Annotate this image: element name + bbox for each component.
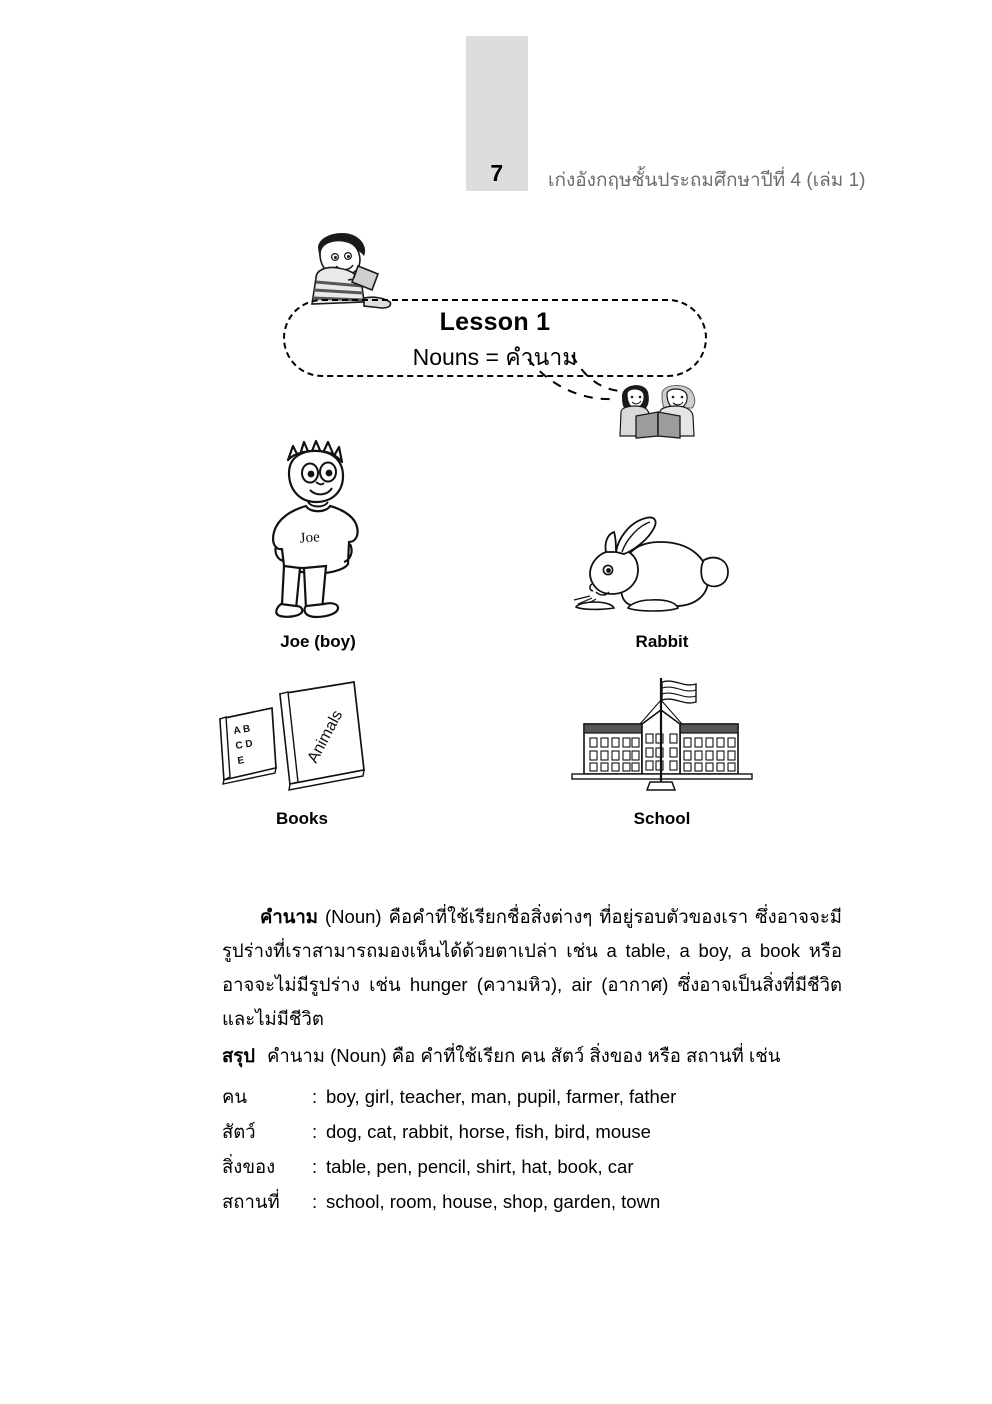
vocabulary-colon: : xyxy=(312,1191,318,1212)
vocabulary-row xyxy=(222,1188,862,1223)
books-illustration xyxy=(212,672,392,792)
book-small-line3: E xyxy=(236,755,246,767)
joe-boy-illustration xyxy=(248,418,388,623)
vocabulary-list xyxy=(222,1083,862,1223)
vocabulary-row xyxy=(222,1153,862,1188)
vocabulary-term: คน xyxy=(222,1086,248,1107)
vocabulary-colon: : xyxy=(312,1121,318,1142)
vocabulary-term: สิ่งของ xyxy=(222,1156,276,1177)
vocabulary-colon: : xyxy=(312,1086,318,1107)
summary-line xyxy=(222,1042,862,1071)
book-small-line2: C D xyxy=(234,738,254,752)
caption-rabbit: Rabbit xyxy=(635,632,689,651)
summary-label: สรุป xyxy=(222,1045,255,1066)
summary-section xyxy=(222,1042,862,1071)
lesson-title: Lesson 1 xyxy=(439,308,551,336)
shirt-text: Joe xyxy=(299,529,321,547)
paragraph-lead-term: คำนาม xyxy=(260,906,318,927)
paragraph-body: (Noun) คือคำที่ใช้เรียกชื่อสิ่งต่างๆ ที่อยู่รอบตัวของเรา ซึ่งอาจจะมีรูปร่างที่เราสามารถมองเห็นได้ด้วยตาเปล่า เช่น a table, a boy, a book หรือ อาจจะไม่มีรูปร่าง เช่น hunger (ความหิว), air (อากาศ) ซึ่งอาจเป็นสิ่งที่มีชีวิตและไม่มีชีวิต xyxy=(222,906,842,1029)
vocabulary-row xyxy=(222,1083,862,1118)
caption-school: School xyxy=(633,809,691,828)
lesson-subtitle: Nouns = คำนาม xyxy=(412,344,578,370)
caption-joe-boy: Joe (boy) xyxy=(280,632,356,651)
summary-text: คำนาม (Noun) คือ คำที่ใช้เรียก คน สัตว์ สิ่งของ หรือ สถานที่ เช่น xyxy=(266,1045,781,1066)
vocabulary-words: boy, girl, teacher, man, pupil, farmer, father xyxy=(326,1086,677,1107)
vocabulary-colon: : xyxy=(312,1156,318,1177)
school-illustration xyxy=(562,672,762,794)
vocabulary-term: สถานที่ xyxy=(222,1191,280,1212)
children-reading-illustration xyxy=(612,378,708,440)
book-large-title: Animals xyxy=(304,707,347,766)
vocabulary-row xyxy=(222,1118,862,1153)
caption-books: Books xyxy=(276,809,328,828)
book-title-header: เก่งอังกฤษชั้นประถมศึกษาปีที่ 4 (เล่ม 1) xyxy=(548,170,866,191)
rabbit-illustration xyxy=(572,512,752,624)
vocabulary-words: dog, cat, rabbit, horse, fish, bird, mouse xyxy=(326,1121,651,1142)
definition-paragraph xyxy=(222,900,842,1036)
vocabulary-words: school, room, house, shop, garden, town xyxy=(326,1191,661,1212)
book-small-line1: A B xyxy=(232,723,252,737)
vocabulary-words: table, pen, pencil, shirt, hat, book, car xyxy=(326,1156,634,1177)
page-number: 7 xyxy=(490,160,504,186)
vocabulary-term: สัตว์ xyxy=(222,1121,256,1142)
